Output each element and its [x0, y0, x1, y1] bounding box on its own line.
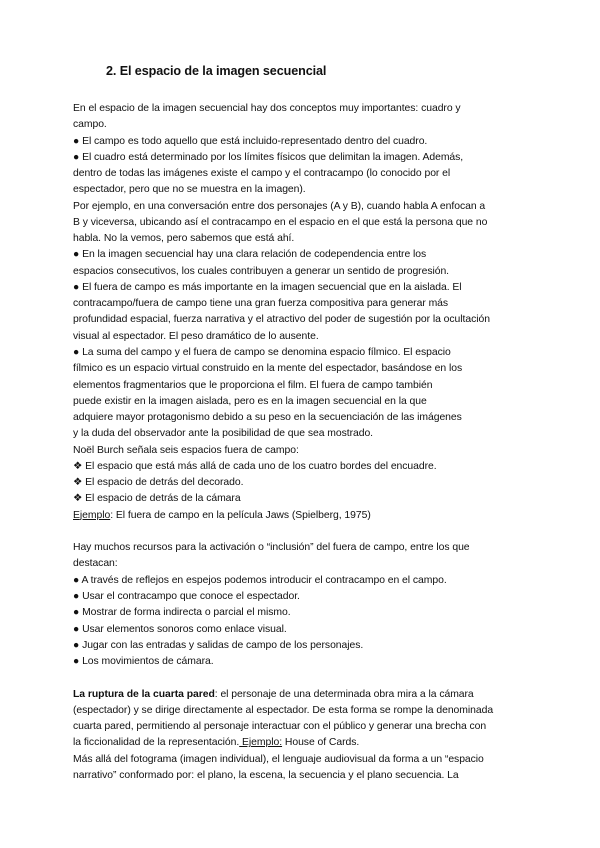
text-line: Por ejemplo, en una conversación entre dos personajes (A y B), cuando habla A enfocan a: [73, 200, 486, 212]
text-line: En el espacio de la imagen secuencial hay dos conceptos muy importantes: cuadro y: [73, 103, 461, 114]
bullet-item: ● A través de reflejos en espejos podemos introducir el contracampo en el campo.: [73, 574, 447, 586]
bullet-item: ● La suma del campo y el fuera de campo se denomina espacio fílmico. El espacio: [73, 346, 451, 358]
paragraph-gap: [73, 524, 535, 540]
bullet-item: ● Los movimientos de cámara.: [73, 656, 214, 668]
cuarta-last-text: la ficcionalidad de la representación.: [73, 737, 240, 749]
example-line: [73, 508, 535, 524]
diamond-bullet-item: ❖ El espacio de detrás del decorado.: [73, 477, 244, 489]
text-line: B y viceversa, ubicando así el contracampo en el espacio en el que está la persona que no: [73, 216, 488, 228]
text-line: espacios consecutivos, los cuales contribuyen a generar un sentido de progresión.: [73, 265, 450, 277]
text-line: elementos fragmentarios que le proporciona el film. El fuera de campo también: [73, 379, 433, 391]
text-line: narrativo” conformado por: el plano, la escena, la secuencia y el plano secuencia. La: [73, 769, 459, 781]
text-line: Noël Burch señala seis espacios fuera de campo:: [73, 444, 299, 456]
example-label: Ejemplo: [73, 509, 111, 521]
text-line: [73, 687, 535, 703]
bullet-item: ● Usar elementos sonoros como enlace visual.: [73, 623, 287, 635]
bullet-item: ● En la imagen secuencial hay una clara relación de codependencia entre los: [73, 249, 427, 261]
body-text: [73, 101, 535, 784]
example-text: House of Cards.: [282, 737, 360, 749]
text-line: [73, 735, 535, 751]
text-line: contracampo/fuera de campo tiene una gran fuerza compositiva para generar más: [73, 298, 449, 310]
bullet-item: ● Jugar con las entradas y salidas de campo de los personajes.: [73, 639, 364, 651]
text-line: espectador, pero que no se muestra en la imagen).: [73, 184, 306, 196]
text-line: profundidad espacial, fuerza narrativa y el atractivo del poder de sugestión por la ocultación: [73, 314, 490, 326]
bullet-item: ● El campo es todo aquello que está incluido-representado dentro del cuadro.: [73, 135, 428, 147]
text-line: Más allá del fotograma (imagen individual), el lenguaje audiovisual da forma a un “espacio: [73, 753, 484, 765]
example-label: Ejemplo:: [239, 737, 283, 749]
text-line: (espectador) y se dirige directamente al espectador. De esta forma se rompe la denominada: [73, 704, 494, 716]
text-line: fílmico es un espacio virtual construido en la mente del espectador, basándose en los: [73, 363, 463, 375]
diamond-bullet-item: ❖ El espacio de detrás de la cámara: [73, 493, 241, 505]
text-line: campo.: [73, 119, 107, 131]
text-line: puede existir en la imagen aislada, pero es en la imagen secuencial en la que: [73, 395, 427, 407]
text-line: dentro de todas las imágenes existe el campo y el contracampo (lo conocido por el: [73, 168, 451, 180]
bullet-item: ● Mostrar de forma indirecta o parcial el mismo.: [73, 607, 291, 619]
bullet-item: ● El cuadro está determinado por los límites físicos que delimitan la imagen. Además,: [73, 151, 464, 163]
cuarta-pared-term: La ruptura de la cuarta pared: [73, 688, 215, 700]
section-heading: 2. El espacio de la imagen secuencial: [106, 64, 327, 78]
text-line: destacan:: [73, 558, 118, 570]
cuarta-pared-definition: : el personaje de una determinada obra mira a la cámara: [214, 688, 474, 700]
example-text: : El fuera de campo en la película Jaws (Spielberg, 1975): [110, 509, 371, 521]
text-line: Hay muchos recursos para la activación o “inclusión” del fuera de campo, entre los que: [73, 542, 470, 554]
text-line: y la duda del observador ante la posibilidad de que sea mostrado.: [73, 428, 374, 440]
paragraph-gap: [73, 670, 535, 686]
diamond-bullet-item: ❖ El espacio que está más allá de cada uno de los cuatro bordes del encuadre.: [73, 460, 437, 472]
text-line: visual al espectador. El peso dramático de lo ausente.: [73, 330, 319, 342]
bullet-item: ● Usar el contracampo que conoce el espectador.: [73, 590, 300, 602]
text-line: cuarta pared, permitiendo al personaje interactuar con el público y generar una brecha con: [73, 721, 487, 733]
text-line: habla. No la vemos, pero sabemos que está ahí.: [73, 233, 295, 245]
text-line: adquiere mayor protagonismo debido a su peso en la secuenciación de las imágenes: [73, 412, 462, 424]
bullet-item: ● El fuera de campo es más importante en la imagen secuencial que en la aislada. El: [73, 281, 462, 293]
